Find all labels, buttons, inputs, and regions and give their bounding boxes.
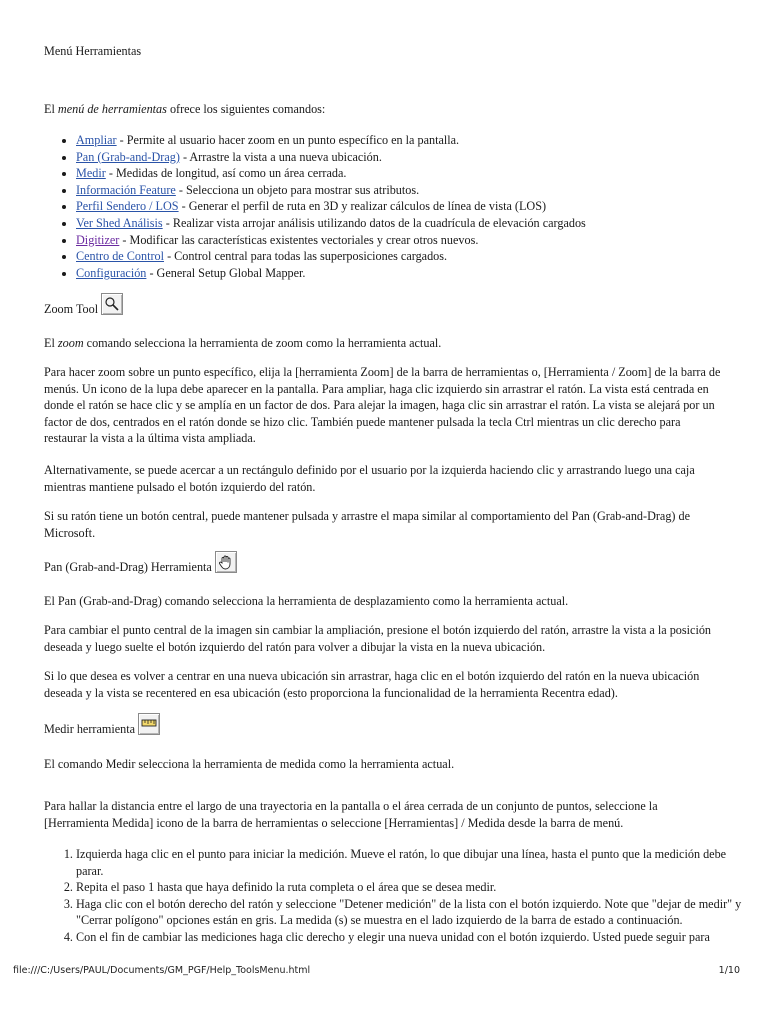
- measure-paragraph-2: Para hallar la distancia entre el largo de una trayectoria en la pantalla o el área cerrada de un conjunto de puntos, seleccione la [Herramienta Medida] icono de la barra de herramientas o seleccione [Herramientas] / Medida desde la barra de menú.: [44, 799, 658, 830]
- link-digitizer[interactable]: Digitizer: [76, 232, 120, 247]
- item-description: - Modificar las características existentes vectoriales y crear otros nuevos.: [119, 232, 479, 247]
- item-description: - Medidas de longitud, así como un área cerrada.: [105, 166, 347, 181]
- magnifier-icon: [101, 293, 123, 315]
- footer-file-path: file:///C:/Users/PAUL/Documents/GM_PGF/Help_ToolsMenu.html: [13, 965, 311, 976]
- page-title: Menú Herramientas: [44, 44, 142, 58]
- intro-text: [44, 101, 325, 118]
- list-item: [76, 265, 586, 282]
- zoom-p1-before: El: [44, 336, 58, 350]
- list-item: [76, 149, 586, 166]
- pan-paragraph-3: Si lo que desea es volver a centrar en una nueva ubicación sin arrastrar, haga clic en el botón izquierdo del ratón en la nueva ubicación deseada y la vista se recentered en esa ubicación (esto proporciona la funcionalidad de la herramienta Recentra edad).: [44, 669, 700, 700]
- list-item: 1. Izquierda haga clic en el punto para iniciar la medición. Mueve el ratón, lo que dibujar una línea, hasta el punto que la medición debe parar.: [76, 846, 756, 879]
- zoom-tool-heading: [44, 296, 123, 318]
- pan-tool-heading: [44, 554, 237, 576]
- link-medir[interactable]: Medir: [76, 166, 106, 181]
- measure-steps-list: [44, 846, 756, 946]
- item-description: - Arrastre la vista a una nueva ubicación.: [179, 149, 382, 164]
- link-ampliar[interactable]: Ampliar: [76, 133, 117, 147]
- measure-paragraph-1: El comando Medir selecciona la herramienta de medida como la herramienta actual.: [44, 757, 455, 771]
- link-ver-shed[interactable]: Ver Shed Análisis: [76, 215, 163, 230]
- list-item: [76, 248, 586, 265]
- pan-paragraph-2: Para cambiar el punto central de la imagen sin cambiar la ampliación, presione el botón izquierdo del ratón, arrastre la vista a la posición deseada y luego suelte el botón izquierdo del ratón para volver a dibujar la vista en la nueva ubicación.: [44, 623, 712, 654]
- intro-before: El: [44, 102, 58, 116]
- footer-page-number: 1/10: [718, 965, 740, 976]
- list-item: [76, 215, 586, 232]
- zoom-paragraph-3: Alternativamente, se puede acercar a un rectángulo definido por el usuario por la izquierda haciendo clic y arrastrando luego una caja mientras mantiene pulsado el botón izquierdo del ratón.: [44, 463, 695, 494]
- intro-after: ofrece los siguientes comandos:: [166, 102, 326, 116]
- pan-paragraph-1: El Pan (Grab-and-Drag) comando selecciona la herramienta de desplazamiento como la herramienta actual.: [44, 594, 569, 608]
- measure-tool-heading: [44, 716, 160, 738]
- list-item: 2. Repita el paso 1 hasta que haya definido la ruta completa o el área que se desea medir.: [76, 879, 756, 896]
- zoom-p1-after: comando selecciona la herramienta de zoom como la herramienta actual.: [83, 336, 442, 350]
- list-item: [76, 132, 586, 149]
- item-description: - Realizar vista arrojar análisis utilizando datos de la cuadrícula de elevación cargados: [162, 215, 586, 230]
- menu-command-list: [44, 132, 586, 281]
- list-item: 3. Haga clic con el botón derecho del ratón y seleccione "Detener medición" de la lista con el botón izquierdo. Note que "dejar de medir" y "Cerrar polígono" opciones están en gris. La medida (s) se muestra en el lado izquierdo de la barra de estado a continuación.: [76, 896, 756, 929]
- zoom-p1-emphasis: zoom: [57, 336, 84, 350]
- item-description: - Control central para todas las superposiciones cargados.: [164, 249, 448, 264]
- print-footer: [0, 963, 768, 977]
- hand-icon: [215, 551, 237, 573]
- list-item: [76, 232, 586, 249]
- measure-heading-text: Medir herramienta: [44, 722, 136, 737]
- item-description: - Permite al usuario hacer zoom en un punto específico en la pantalla.: [116, 133, 460, 147]
- zoom-paragraph-4: Si su ratón tiene un botón central, puede mantener pulsada y arrastre el mapa similar al comportamiento del Pan (Grab-and-Drag) de Microsoft.: [44, 509, 691, 540]
- link-perfil-sendero[interactable]: Perfil Sendero / LOS: [76, 199, 179, 214]
- pan-heading-text: Pan (Grab-and-Drag) Herramienta: [44, 560, 212, 575]
- intro-emphasis: menú de herramientas: [57, 102, 167, 116]
- list-item: [76, 165, 586, 182]
- zoom-paragraph-1: [44, 335, 724, 352]
- list-item: [76, 182, 586, 199]
- list-item: [76, 198, 586, 215]
- ruler-icon: [138, 713, 160, 735]
- item-description: - Generar el perfil de ruta en 3D y realizar cálculos de línea de vista (LOS): [178, 199, 547, 214]
- zoom-heading-text: Zoom Tool: [44, 302, 99, 317]
- link-informacion-feature[interactable]: Información Feature: [76, 182, 176, 197]
- list-item: 4. Con el fin de cambiar las mediciones haga clic derecho y elegir una nueva unidad con el botón izquierdo. Usted puede seguir para: [76, 929, 756, 946]
- link-centro-de-control[interactable]: Centro de Control: [76, 249, 165, 264]
- link-configuracion[interactable]: Configuración: [76, 265, 147, 280]
- item-description: - General Setup Global Mapper.: [146, 265, 306, 280]
- item-description: - Selecciona un objeto para mostrar sus atributos.: [175, 182, 420, 197]
- zoom-paragraph-2: Para hacer zoom sobre un punto específico, elija la [herramienta Zoom] de la barra de herramientas o, [Herramienta / Zoom] de la barra de menús. Un icono de la lupa debe aparecer en la pantalla. Para ampliar, haga clic izquierdo sin arrastrar el ratón. La vista está centrada en donde el ratón se hace clic y se amplía en un factor de dos. Para alejar la imagen, haga clic sin arrastrar el ratón. La vista se alejará por un factor de dos, centrados en el ratón donde se hizo clic. También puede mantener pulsada la tecla Ctrl mientras un clic derecho para restaurar la vista a la última vista ampliada.: [44, 365, 721, 446]
- link-pan[interactable]: Pan (Grab-and-Drag): [76, 149, 180, 164]
